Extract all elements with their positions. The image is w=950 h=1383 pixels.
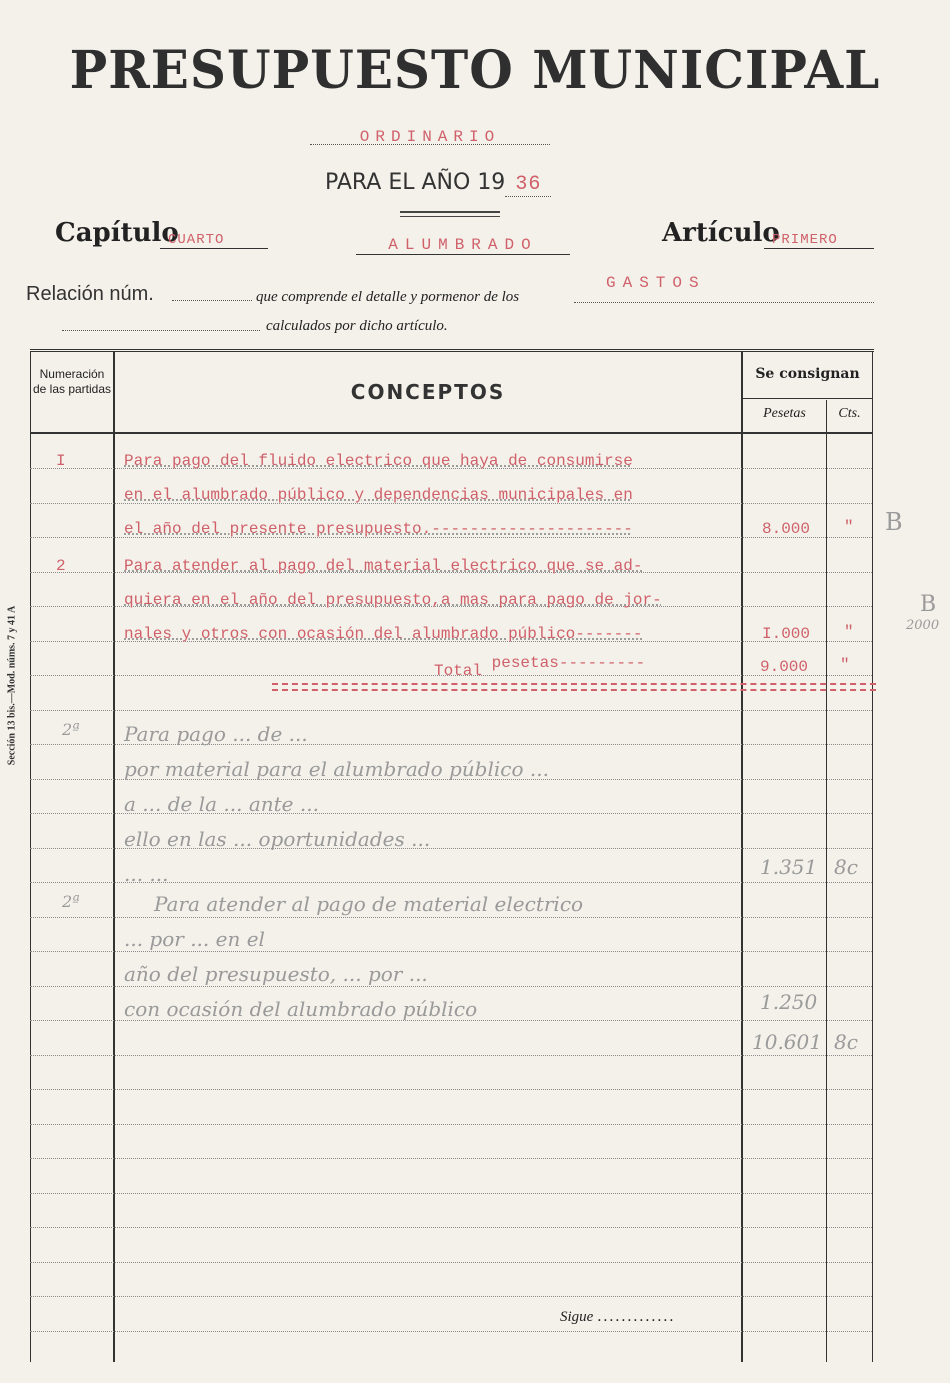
relacion-value-field bbox=[574, 272, 874, 303]
year-label: PARA EL AÑO 19 bbox=[325, 170, 506, 195]
row-pesetas: 8.000 bbox=[762, 520, 811, 538]
capitulo-field bbox=[160, 230, 268, 249]
ruled-line bbox=[30, 986, 872, 987]
year-value: 36 bbox=[505, 173, 551, 197]
relacion-value: GASTOS bbox=[606, 274, 706, 292]
row-concept-line: el año del presente presupuesto.--------------------- bbox=[124, 520, 633, 538]
articulo-field bbox=[764, 230, 874, 249]
year-ornament bbox=[400, 211, 500, 217]
consignan-divider bbox=[741, 398, 873, 399]
ruled-line bbox=[30, 1193, 872, 1194]
col-num-header: Numeración de las partidas bbox=[32, 367, 112, 396]
header-bottom-border bbox=[30, 432, 873, 434]
total-cts: " bbox=[840, 656, 850, 674]
pencil-row1-pesetas: 1.351 bbox=[760, 855, 818, 879]
ruled-line bbox=[30, 1227, 872, 1228]
col-consignan-header: Se consignan bbox=[755, 366, 860, 382]
row-concept-line: quiera en el año del presupuesto,a mas para pago de jor- bbox=[124, 591, 662, 609]
pencil-row2-line: Para atender al pago de material electrico bbox=[154, 892, 584, 916]
pencil-row2-line: ... por ... en el bbox=[124, 927, 265, 951]
margin-note-b2: B bbox=[920, 592, 937, 617]
ruled-line bbox=[30, 917, 872, 918]
pencil-row1-line: por material para el alumbrado público ... bbox=[124, 757, 549, 781]
table-top-border bbox=[30, 349, 874, 352]
row-cts: " bbox=[844, 623, 854, 641]
row-number: I bbox=[56, 452, 66, 470]
calculados-text: calculados por dicho artículo. bbox=[266, 318, 448, 334]
sigue-dots: ............. bbox=[597, 1308, 676, 1325]
ruled-line bbox=[30, 1089, 872, 1090]
relacion-text: que comprende el detalle y pormenor de los bbox=[256, 289, 520, 305]
col-divider-cts bbox=[826, 400, 827, 1362]
page-title: PRESUPUESTO MUNICIPAL bbox=[69, 38, 881, 101]
total-label bbox=[434, 654, 646, 680]
section-value: ALUMBRADO bbox=[388, 236, 538, 254]
ruled-line bbox=[30, 710, 872, 711]
table-right-border bbox=[872, 352, 873, 1362]
pencil-row1-line: a ... de la ... ante ... bbox=[124, 792, 319, 816]
ruled-line bbox=[30, 1055, 872, 1056]
ordinario-value: ORDINARIO bbox=[359, 128, 501, 146]
pencil-row1-line: Para pago ... de ... bbox=[124, 722, 308, 746]
pencil-total-pesetas: 10.601 bbox=[752, 1030, 822, 1054]
row-cts: " bbox=[844, 518, 854, 536]
capitulo-value: CUARTO bbox=[168, 232, 225, 248]
margin-note-b1: B bbox=[885, 508, 903, 536]
pencil-row2-pesetas: 1.250 bbox=[760, 990, 818, 1014]
pencil-row1-cts: 8c bbox=[834, 855, 858, 879]
pencil-row2-line: con ocasión del alumbrado público bbox=[124, 997, 478, 1021]
pencil-row1-line: ... ... bbox=[124, 862, 169, 886]
year-line bbox=[325, 170, 551, 196]
pencil-row1-number: 2ª bbox=[62, 720, 80, 739]
capitulo-label: Capítulo bbox=[55, 218, 179, 248]
col-conceptos-header: CONCEPTOS bbox=[350, 380, 506, 404]
total-label-text: Total bbox=[434, 662, 483, 680]
articulo-label: Artículo bbox=[662, 218, 780, 248]
ordinario-line bbox=[310, 128, 550, 145]
margin-note-b2-sub: 2000 bbox=[906, 618, 940, 633]
articulo-value: PRIMERO bbox=[772, 232, 838, 248]
row-concept-line: Para pago del fluido electrico que haya de consumirse bbox=[124, 452, 633, 470]
col-pesetas-header: Pesetas bbox=[763, 406, 806, 421]
sigue-label: Sigue bbox=[560, 1309, 594, 1325]
row-concept-line: nales y otros con ocasión del alumbrado público------- bbox=[124, 625, 643, 643]
ruled-line bbox=[30, 1124, 872, 1125]
row-pesetas: I.000 bbox=[762, 625, 811, 643]
pencil-row2-number: 2ª bbox=[62, 892, 80, 911]
ruled-line bbox=[30, 1296, 872, 1297]
col-cts-header: Cts. bbox=[838, 406, 861, 421]
relacion-num-field bbox=[172, 300, 252, 301]
total-unit: pesetas--------- bbox=[491, 654, 646, 672]
side-text: Sección 13 bis.—Mod. núms. 7 y 41 A bbox=[6, 605, 18, 766]
sigue-line bbox=[560, 1308, 675, 1326]
pencil-row1-line: ello en las ... oportunidades ... bbox=[124, 827, 431, 851]
total-pesetas: 9.000 bbox=[760, 658, 809, 676]
total-double-rule bbox=[272, 683, 876, 691]
pencil-total-cts: 8c bbox=[834, 1030, 858, 1054]
pencil-row2-line: año del presupuesto, ... por ... bbox=[124, 962, 428, 986]
row-number: 2 bbox=[56, 557, 66, 575]
ruled-line bbox=[30, 1158, 872, 1159]
ruled-line bbox=[30, 1331, 872, 1332]
row-concept-line: en el alumbrado público y dependencias municipales en bbox=[124, 486, 633, 504]
ruled-line bbox=[30, 1262, 872, 1263]
section-field bbox=[356, 236, 570, 255]
relacion-label: Relación núm. bbox=[26, 283, 154, 305]
ruled-line bbox=[30, 951, 872, 952]
row-concept-line: Para atender al pago del material electrico que se ad- bbox=[124, 557, 643, 575]
calculados-field bbox=[62, 330, 260, 331]
